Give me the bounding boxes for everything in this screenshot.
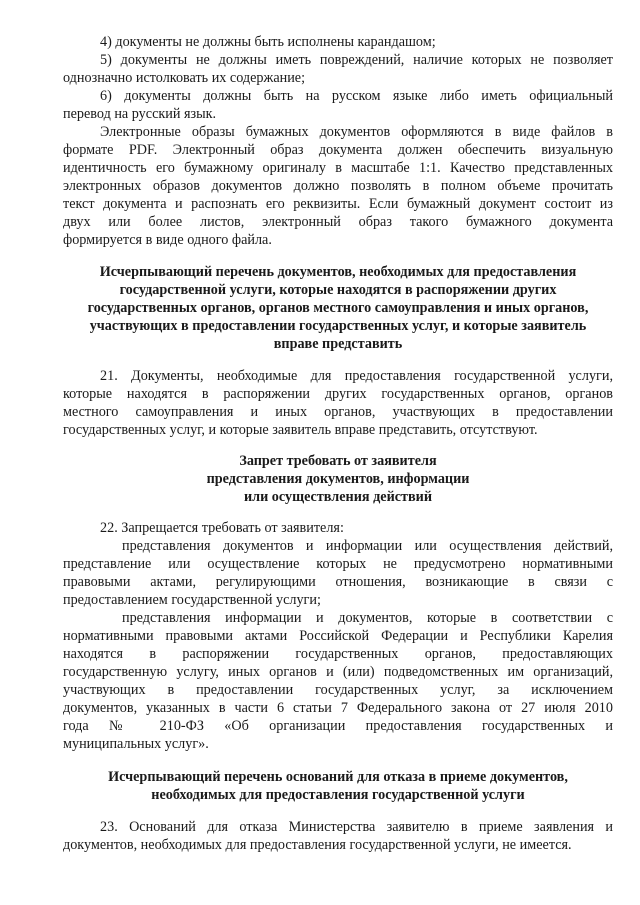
item-22-intro: 22. Запрещается требовать от заявителя: — [100, 520, 344, 536]
section-heading-prohibition-line-1: Запрет требовать от заявителя — [239, 453, 437, 469]
paragraph-electronic-line-5: текст документа и распознать его реквизиты. Если бумажный документ состоит из — [63, 196, 613, 212]
item-22-sub-2-line-6: документов, указанных в части 6 статьи 7 Федерального закона от 27 июля 2010 — [63, 700, 613, 716]
item-22-sub-2-line-4: государственную услугу, иных органов и (или) подведомственных им организаций, — [63, 664, 613, 680]
section-heading-prohibition-line-2: представления документов, информации — [206, 471, 470, 487]
item-21-line-3: местного самоуправления и иных органов, участвующих в предоставлении — [63, 404, 613, 420]
paragraph-electronic-line-2: формате PDF. Электронный образ документа должен обеспечить визуальную — [63, 142, 613, 158]
section-heading-documents-line-1: Исчерпывающий перечень документов, необходимых для предоставления — [99, 264, 577, 280]
list-item-6-line-1: 6) документы должны быть на русском языке либо иметь официальный — [100, 88, 613, 104]
item-22-sub-2-line-5: участвующих в предоставлении государственных услуг, за исключением — [63, 682, 613, 698]
paragraph-electronic-line-6: двух или более листов, электронный образ такого бумажного документа — [63, 214, 613, 230]
item-22-sub-2-line-8: муниципальных услуг». — [63, 736, 209, 752]
item-21-line-1: 21. Документы, необходимые для предоставления государственной услуги, — [100, 368, 613, 384]
item-22-sub-1-line-2: представление или осуществление которых не предусмотрено нормативными — [63, 556, 613, 572]
section-heading-prohibition-line-3: или осуществления действий — [243, 489, 433, 505]
item-22-sub-2-line-2: нормативными правовыми актами Российской Федерации и Республики Карелия — [63, 628, 613, 644]
item-23-line-2: документов, необходимых для предоставления государственной услуги, не имеется. — [63, 837, 572, 853]
section-heading-documents-line-5: вправе представить — [273, 336, 403, 352]
paragraph-electronic-line-4: электронных образов документов должно позволять в полном объеме прочитать — [63, 178, 613, 194]
section-heading-refusal-line-1: Исчерпывающий перечень оснований для отказа в приеме документов, — [108, 769, 568, 785]
section-heading-documents-line-4: участвующих в предоставлении государственных услуг, и которые заявитель — [89, 318, 587, 334]
list-item-5-line-2: однозначно истолковать их содержание; — [63, 70, 306, 86]
paragraph-electronic-line-3: идентичность его бумажному оригиналу в масштабе 1:1. Качество представленных — [63, 160, 613, 176]
item-22-sub-1-line-3: правовыми актами, регулирующими отношения, возникающие в связи с — [63, 574, 613, 590]
list-item-5-line-1: 5) документы не должны иметь повреждений, наличие которых не позволяет — [100, 52, 613, 68]
item-22-sub-2-line-1: представления информации и документов, которые в соответствии с — [122, 610, 613, 626]
section-heading-refusal-line-2: необходимых для предоставления государственной услуги — [151, 787, 525, 803]
item-22-sub-1-line-4: предоставлением государственной услуги; — [63, 592, 321, 608]
paragraph-electronic-line-7: формируется в виде одного файла. — [63, 232, 272, 248]
item-22-sub-2-line-7: года № 210-ФЗ «Об организации предоставления государственных и — [63, 718, 613, 734]
section-heading-documents-line-3: государственных органов, органов местного самоуправления и иных органов, — [87, 300, 589, 316]
item-21-line-4: государственных услуг, и которые заявитель вправе представить, отсутствуют. — [63, 422, 538, 438]
item-21-line-2: которые находятся в распоряжении других государственных органов, органов — [63, 386, 613, 402]
item-22-sub-2-line-3: находятся в распоряжении государственных органов, предоставляющих — [63, 646, 613, 662]
item-22-sub-1-line-1: представления документов и информации или осуществления действий, — [122, 538, 613, 554]
section-heading-documents-line-2: государственной услуги, которые находятся в распоряжении других — [119, 282, 557, 298]
list-item-4: 4) документы не должны быть исполнены карандашом; — [100, 34, 436, 50]
paragraph-electronic-line-1: Электронные образы бумажных документов оформляются в виде файлов в — [100, 124, 613, 140]
item-23-line-1: 23. Оснований для отказа Министерства заявителю в приеме заявления и — [100, 819, 613, 835]
list-item-6-line-2: перевод на русский язык. — [63, 106, 217, 122]
